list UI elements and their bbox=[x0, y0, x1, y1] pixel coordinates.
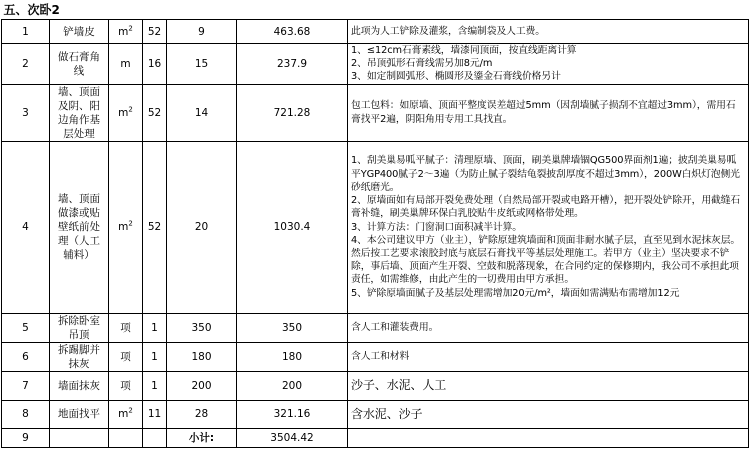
item-unit-price: 200 bbox=[167, 371, 237, 400]
total-row bbox=[2, 428, 749, 447]
description-line: 2、吊顶弧形石膏线需另加8元/m bbox=[351, 58, 493, 70]
item-amount: 350 bbox=[237, 313, 348, 342]
item-amount: 200 bbox=[237, 371, 348, 400]
item-description bbox=[348, 84, 749, 141]
table-body bbox=[2, 20, 749, 429]
description-line: 2、原墙面如有局部开裂免费处理（自然局部开裂或电路开槽），把开裂处铲除开，用截缝石膏补缝，刷美巢牌环保白乳胶贴牛皮纸或网格带处理。 bbox=[351, 195, 741, 220]
item-amount: 721.28 bbox=[237, 84, 348, 141]
row-number: 5 bbox=[2, 313, 50, 342]
item-unit-price: 180 bbox=[167, 342, 237, 371]
item-amount: 237.9 bbox=[237, 44, 348, 85]
unit-text: 项 bbox=[120, 350, 131, 363]
item-unit-price: 14 bbox=[167, 84, 237, 141]
section-title-row bbox=[2, 0, 749, 20]
description-line: 含人工和材料 bbox=[351, 351, 410, 362]
item-unit bbox=[109, 400, 143, 428]
item-name: 做石膏角线 bbox=[50, 44, 109, 85]
item-description bbox=[348, 342, 749, 371]
total-amount: 3504.42 bbox=[237, 428, 348, 447]
item-unit-price: 20 bbox=[167, 141, 237, 313]
total-empty-cell bbox=[50, 428, 109, 447]
item-quantity: 1 bbox=[143, 342, 167, 371]
item-description bbox=[348, 44, 749, 85]
item-description bbox=[348, 400, 749, 428]
row-number: 2 bbox=[2, 44, 50, 85]
table-row bbox=[2, 44, 749, 85]
description-line: 3、如定制圆弧形、椭圆形及鎏金石膏线价格另计 bbox=[351, 71, 561, 83]
table-row bbox=[2, 141, 749, 313]
item-quantity: 16 bbox=[143, 44, 167, 85]
item-name: 拆除卧室吊顶 bbox=[50, 313, 109, 342]
unit-text: 项 bbox=[120, 379, 131, 392]
section-title: 五、次卧2 bbox=[2, 0, 749, 20]
item-quantity: 11 bbox=[143, 400, 167, 428]
unit-superscript: 2 bbox=[128, 24, 133, 32]
item-description bbox=[348, 20, 749, 44]
description-line: 沙子、水泥、人工 bbox=[351, 378, 447, 392]
unit-superscript: 2 bbox=[128, 219, 133, 228]
item-unit bbox=[109, 84, 143, 141]
total-empty-cell bbox=[348, 428, 749, 447]
item-unit-price: 15 bbox=[167, 44, 237, 85]
row-number: 8 bbox=[2, 400, 50, 428]
total-empty-cell bbox=[109, 428, 143, 447]
item-description bbox=[348, 313, 749, 342]
item-quantity: 1 bbox=[143, 371, 167, 400]
item-amount: 180 bbox=[237, 342, 348, 371]
item-unit bbox=[109, 20, 143, 44]
unit-superscript: 2 bbox=[128, 105, 133, 114]
item-amount: 321.16 bbox=[237, 400, 348, 428]
description-line: 4、本公司建议甲方（业主），铲除原建筑墙面和顶面非耐水腻子层，直至见到水泥抹灰层。然后按工艺要求滚胶封底与底层石膏找平等基层处理施工。若甲方（业主）坚决要求不铲除，事后墙、顶面产生开裂、空鼓和脱落现象，在合同约定的保修期内，我公司不承担此项责任，如需维修，由此产生的一切费用由甲方承担。 bbox=[351, 234, 741, 286]
item-unit bbox=[109, 44, 143, 85]
unit-superscript: 2 bbox=[128, 406, 133, 415]
unit-text: 项 bbox=[120, 321, 131, 334]
item-unit-price: 350 bbox=[167, 313, 237, 342]
description-line: 包工包料：如原墙、顶面平整度误差超过5mm（因刮墙腻子损刮不宜超过3mm），需用石膏找平2遍，阴阳角用专用工具找直。 bbox=[351, 100, 736, 125]
item-name: 地面找平 bbox=[50, 400, 109, 428]
table-row bbox=[2, 342, 749, 371]
row-number: 7 bbox=[2, 371, 50, 400]
item-name: 铲墙皮 bbox=[50, 20, 109, 44]
description-line: 5、铲除原墙面腻子及基层处理需增加20元/m²，墙面如需满贴布需增加12元 bbox=[351, 287, 680, 299]
row-number: 4 bbox=[2, 141, 50, 313]
table-row bbox=[2, 400, 749, 428]
row-number: 1 bbox=[2, 20, 50, 44]
item-amount: 1030.4 bbox=[237, 141, 348, 313]
unit-text: m bbox=[118, 221, 129, 234]
item-quantity: 52 bbox=[143, 20, 167, 44]
item-quantity: 52 bbox=[143, 84, 167, 141]
item-description bbox=[348, 141, 749, 313]
total-empty-cell bbox=[143, 428, 167, 447]
item-name: 拆踢脚并抹灰 bbox=[50, 342, 109, 371]
item-unit bbox=[109, 371, 143, 400]
description-line: 含人工和灌装费用。 bbox=[351, 322, 439, 333]
item-unit-price: 9 bbox=[167, 20, 237, 44]
row-number: 6 bbox=[2, 342, 50, 371]
item-unit-price: 28 bbox=[167, 400, 237, 428]
item-name: 墙、顶面做漆或贴壁纸前处理（人工辅料） bbox=[50, 141, 109, 313]
table-row bbox=[2, 84, 749, 141]
table-row bbox=[2, 371, 749, 400]
description-line: 含水泥、沙子 bbox=[351, 406, 423, 421]
table-row bbox=[2, 20, 749, 44]
description-line: 3、计算方法：门窗洞口面积减半计算。 bbox=[351, 221, 522, 233]
item-amount: 463.68 bbox=[237, 20, 348, 44]
item-unit bbox=[109, 342, 143, 371]
table-row bbox=[2, 313, 749, 342]
item-unit bbox=[109, 313, 143, 342]
description-line: 1、刮美巢易呱平腻子：清理原墙、顶面，刷美巢牌墙锢QG500界面剂1遍；披刮美巢易呱平YGP400腻子2～3遍（为防止腻子裂结龟裂披刮厚度不超过3mm），200W白炽灯泡侧光砂纸磨光。 bbox=[351, 155, 740, 193]
total-row-number: 9 bbox=[2, 428, 50, 447]
description-line: 1、≤12cm石膏素线，墙漆同顶面，按直线距离计算 bbox=[351, 45, 577, 56]
item-name: 墙面抹灰 bbox=[50, 371, 109, 400]
unit-text: m bbox=[120, 57, 131, 70]
item-description bbox=[348, 371, 749, 400]
item-quantity: 52 bbox=[143, 141, 167, 313]
total-label: 小计: bbox=[167, 428, 237, 447]
unit-text: m bbox=[118, 408, 129, 421]
item-unit bbox=[109, 141, 143, 313]
unit-text: m bbox=[118, 25, 129, 38]
description-line: 此项为人工铲除及灌浆，含编制袋及人工费。 bbox=[351, 25, 545, 37]
row-number: 3 bbox=[2, 84, 50, 141]
item-quantity: 1 bbox=[143, 313, 167, 342]
item-name: 墙、顶面及阴、阳边角作基层处理 bbox=[50, 84, 109, 141]
unit-text: m bbox=[118, 106, 129, 119]
budget-table bbox=[1, 0, 749, 448]
